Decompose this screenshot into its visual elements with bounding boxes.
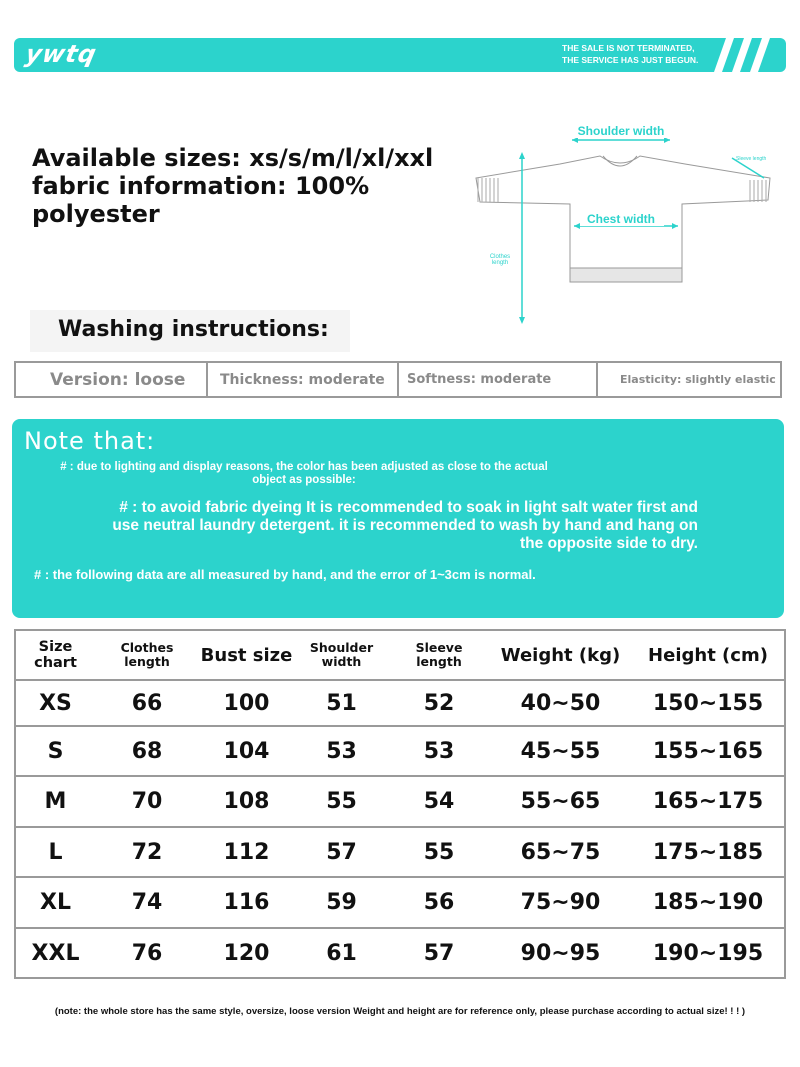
header-weight: Weight (kg): [489, 630, 632, 680]
cell-bust: 100: [199, 680, 294, 726]
cell-weight: 40~50: [489, 680, 632, 726]
tagline-line-2: THE SERVICE HAS JUST BEGUN.: [562, 55, 699, 65]
stripe-decoration-icon: [706, 38, 776, 72]
table-row: [15, 928, 785, 978]
cell-height: 175~185: [632, 827, 785, 877]
note-line-1a: # : due to lighting and display reasons, the color has been adjusted as close to the actual: [60, 461, 548, 473]
chest-width-label: Chest width: [587, 212, 655, 226]
cell-bust: 108: [199, 776, 294, 827]
attr-version: Version: loose: [16, 363, 208, 396]
cell-shoulder: 57: [294, 827, 389, 877]
cell-bust: 112: [199, 827, 294, 877]
clothes-length-label-2: length: [491, 260, 509, 266]
clothes-length-label-1: Clothes: [489, 254, 511, 260]
cell-shoulder: 61: [294, 928, 389, 978]
cell-size: M: [15, 776, 95, 827]
cell-size: L: [15, 827, 95, 877]
note-color-disclaimer: [36, 461, 572, 487]
header-sleeve-length: [389, 630, 489, 680]
header-clothes-1: Clothes: [120, 640, 174, 655]
product-headline: [32, 144, 472, 228]
note-washing-advice: [32, 499, 698, 553]
header-shoulder-2: width: [321, 654, 362, 669]
available-sizes: Available sizes: xs/s/m/l/xl/xxl: [32, 144, 434, 172]
hem-band: [570, 268, 682, 282]
table-row: [15, 680, 785, 726]
cell-shoulder: 55: [294, 776, 389, 827]
cell-height: 185~190: [632, 877, 785, 928]
garment-measurement-diagram: [470, 118, 780, 330]
cell-sleeve: 56: [389, 877, 489, 928]
cell-bust: 120: [199, 928, 294, 978]
table-row: [15, 776, 785, 827]
cell-clothes-length: 70: [95, 776, 199, 827]
cell-sleeve: 53: [389, 726, 489, 776]
cell-clothes-length: 66: [95, 680, 199, 726]
note-line-1b: object as possible:: [252, 474, 356, 486]
tagline-line-1: THE SALE IS NOT TERMINATED,: [562, 43, 695, 53]
cell-size: XL: [15, 877, 95, 928]
table-row: [15, 877, 785, 928]
banner-tagline: [562, 42, 722, 66]
attr-softness: Softness: moderate: [399, 363, 598, 396]
top-banner: [14, 38, 786, 72]
washing-instructions-title: Washing instructions:: [30, 310, 350, 352]
table-header-row: [15, 630, 785, 680]
cell-weight: 90~95: [489, 928, 632, 978]
note-line-2c: the opposite side to dry.: [520, 535, 698, 552]
cell-sleeve: 55: [389, 827, 489, 877]
cell-sleeve: 54: [389, 776, 489, 827]
cell-height: 150~155: [632, 680, 785, 726]
header-shoulder-width: [294, 630, 389, 680]
table-row: [15, 726, 785, 776]
cell-size: XS: [15, 680, 95, 726]
shoulder-width-label: Shoulder width: [577, 124, 665, 138]
header-height: Height (cm): [632, 630, 785, 680]
cell-weight: 45~55: [489, 726, 632, 776]
fabric-attributes-bar: [14, 361, 782, 398]
note-measurement-error: # : the following data are all measured by hand, and the error of 1~3cm is normal.: [34, 567, 536, 582]
cell-sleeve: 57: [389, 928, 489, 978]
attr-elasticity: Elasticity: slightly elastic: [620, 373, 776, 386]
cell-size: XXL: [15, 928, 95, 978]
cell-bust: 116: [199, 877, 294, 928]
cell-weight: 65~75: [489, 827, 632, 877]
header-bust-size: Bust size: [199, 630, 294, 680]
cell-clothes-length: 76: [95, 928, 199, 978]
cell-bust: 104: [199, 726, 294, 776]
header-clothes-2: length: [124, 654, 170, 669]
table-row: [15, 827, 785, 877]
cell-height: 165~175: [632, 776, 785, 827]
header-size-chart: Size chart: [15, 630, 95, 680]
note-title: Note that:: [24, 427, 156, 455]
size-chart-table: [14, 629, 786, 979]
cell-weight: 75~90: [489, 877, 632, 928]
attr-thickness: Thickness: moderate: [208, 363, 399, 396]
reference-footnote: (note: the whole store has the same style, oversize, loose version Weight and height are for reference only, please purchase according to actual size! ! ! ): [54, 1006, 746, 1017]
cell-clothes-length: 68: [95, 726, 199, 776]
cell-size: S: [15, 726, 95, 776]
brand-logo: ywtq: [23, 40, 100, 68]
cell-clothes-length: 74: [95, 877, 199, 928]
fabric-info: fabric information: 100%: [32, 172, 370, 200]
cell-height: 190~195: [632, 928, 785, 978]
header-sleeve-2: length: [416, 654, 462, 669]
cell-weight: 55~65: [489, 776, 632, 827]
cell-shoulder: 51: [294, 680, 389, 726]
note-line-2b: use neutral laundry detergent. it is recommended to wash by hand and hang on: [112, 517, 698, 534]
cell-sleeve: 52: [389, 680, 489, 726]
header-sleeve-1: Sleeve: [415, 640, 463, 655]
cell-clothes-length: 72: [95, 827, 199, 877]
note-line-2a: # : to avoid fabric dyeing It is recommended to soak in light salt water first and: [119, 499, 698, 516]
sleeve-length-label: Sleeve length: [736, 156, 767, 162]
header-shoulder-1: Shoulder: [309, 640, 374, 655]
cell-height: 155~165: [632, 726, 785, 776]
header-clothes-length: [95, 630, 199, 680]
note-box: [12, 419, 784, 618]
cell-shoulder: 59: [294, 877, 389, 928]
fabric-info-cont: polyester: [32, 200, 160, 228]
cell-shoulder: 53: [294, 726, 389, 776]
